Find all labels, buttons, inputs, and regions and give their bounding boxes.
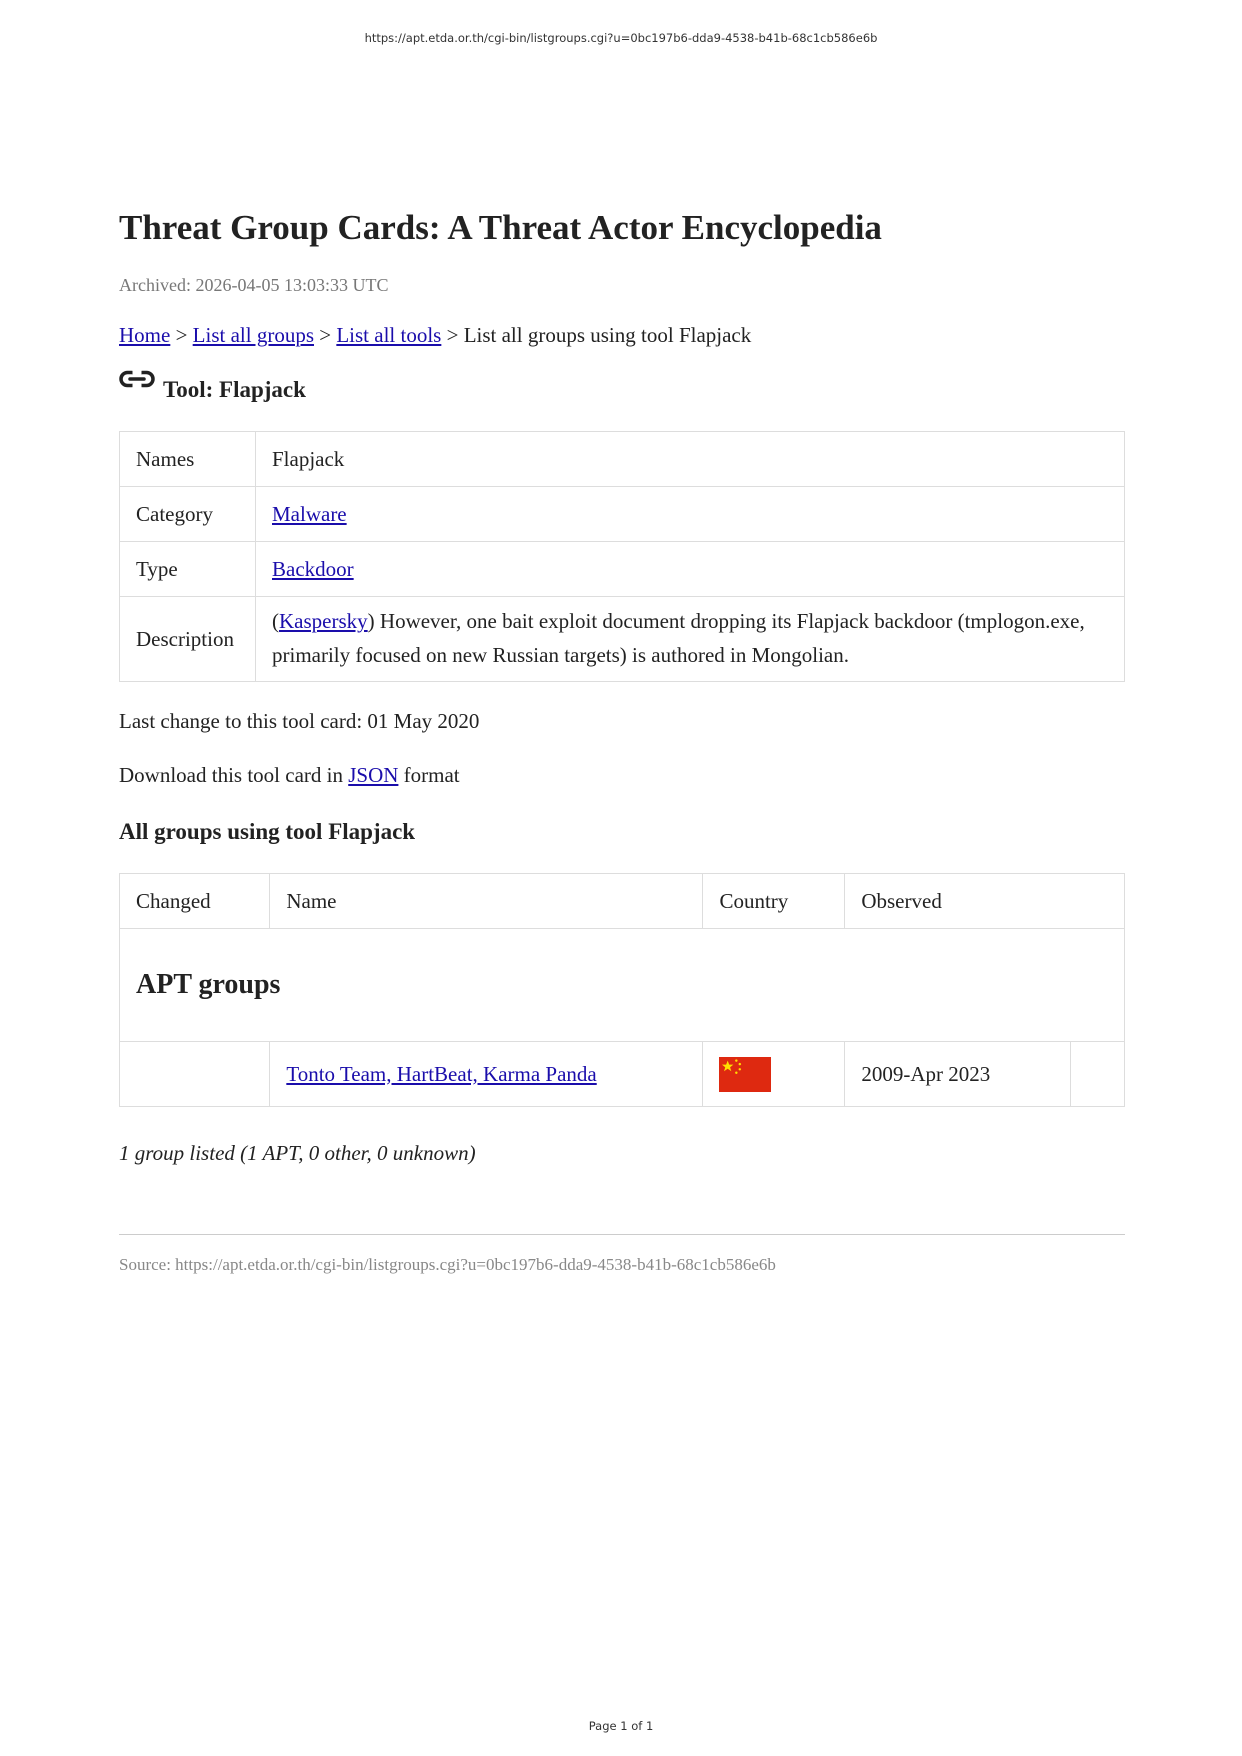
breadcrumb-separator: > [446,323,459,347]
json-download-link[interactable]: JSON [348,763,399,787]
tool-info-table [119,431,1125,682]
type-label: Type [120,542,256,597]
last-change-text: Last change to this tool card: 01 May 2020 [119,709,480,733]
tool-row-names [120,432,1125,487]
names-value: Flapjack [256,432,1125,487]
kaspersky-link[interactable]: Kaspersky [279,609,368,633]
section-title-apt-groups: APT groups [120,929,1125,1042]
page-number: Page 1 of 1 [588,1719,654,1733]
cell-observed: 2009-Apr 2023 [845,1042,1071,1107]
names-label: Names [120,432,256,487]
table-row [120,1042,1125,1107]
print-header-url: https://apt.etda.or.th/cgi-bin/listgroups.cgi?u=0bc197b6-dda9-4538-b41b-68c1cb586e6b [364,31,878,45]
download-suffix: format [403,763,460,787]
groups-summary: 1 group listed (1 APT, 0 other, 0 unknown) [119,1141,476,1165]
groups-table [119,873,1125,1107]
description-open-paren: ( [272,609,279,633]
column-header-observed: Observed [845,874,1125,929]
cell-extra [1071,1042,1125,1107]
category-value-cell [256,487,1125,542]
breadcrumb [119,325,1125,346]
tool-row-description [120,597,1125,682]
group-name-link[interactable]: Tonto Team, HartBeat, Karma Panda [286,1061,597,1086]
column-header-name: Name [270,874,703,929]
cell-country [703,1042,845,1107]
tool-heading [119,378,1125,401]
category-label: Category [120,487,256,542]
footer-divider [119,1234,1125,1235]
breadcrumb-home-link[interactable]: Home [119,323,171,347]
tool-row-category [120,487,1125,542]
source-url: Source: https://apt.etda.or.th/cgi-bin/listgroups.cgi?u=0bc197b6-dda9-4538-b41b-68c1cb586e6b [119,1255,776,1274]
breadcrumb-separator: > [175,323,188,347]
cell-name [270,1042,703,1107]
type-link[interactable]: Backdoor [272,556,354,581]
groups-table-header-row [120,874,1125,929]
breadcrumb-all-groups-link[interactable]: List all groups [192,323,314,347]
page-title: Threat Group Cards: A Threat Actor Encyclopedia [119,208,882,247]
download-prefix: Download this tool card in [119,763,343,787]
column-header-country: Country [703,874,845,929]
groups-heading: All groups using tool Flapjack [119,819,416,844]
cell-changed [120,1042,270,1107]
description-value [256,597,1125,682]
column-header-changed: Changed [120,874,270,929]
archived-timestamp: Archived: 2026-04-05 13:03:33 UTC [119,275,389,295]
description-text: ) However, one bait exploit document dropping its Flapjack backdoor (tmplogon.exe, primarily focused on new Russian targets) is authored in Mongolian. [272,609,1085,667]
type-value-cell [256,542,1125,597]
link-icon [119,369,155,391]
breadcrumb-current: List all groups using tool Flapjack [463,323,752,347]
tool-row-type [120,542,1125,597]
china-flag-icon [719,1057,771,1092]
download-line [119,765,1125,786]
breadcrumb-separator: > [319,323,332,347]
section-row-apt [120,929,1125,1042]
main-content [119,210,1125,1273]
description-label: Description [120,597,256,682]
breadcrumb-all-tools-link[interactable]: List all tools [336,323,442,347]
category-link[interactable]: Malware [272,501,347,526]
tool-heading-text: Tool: Flapjack [163,377,306,402]
